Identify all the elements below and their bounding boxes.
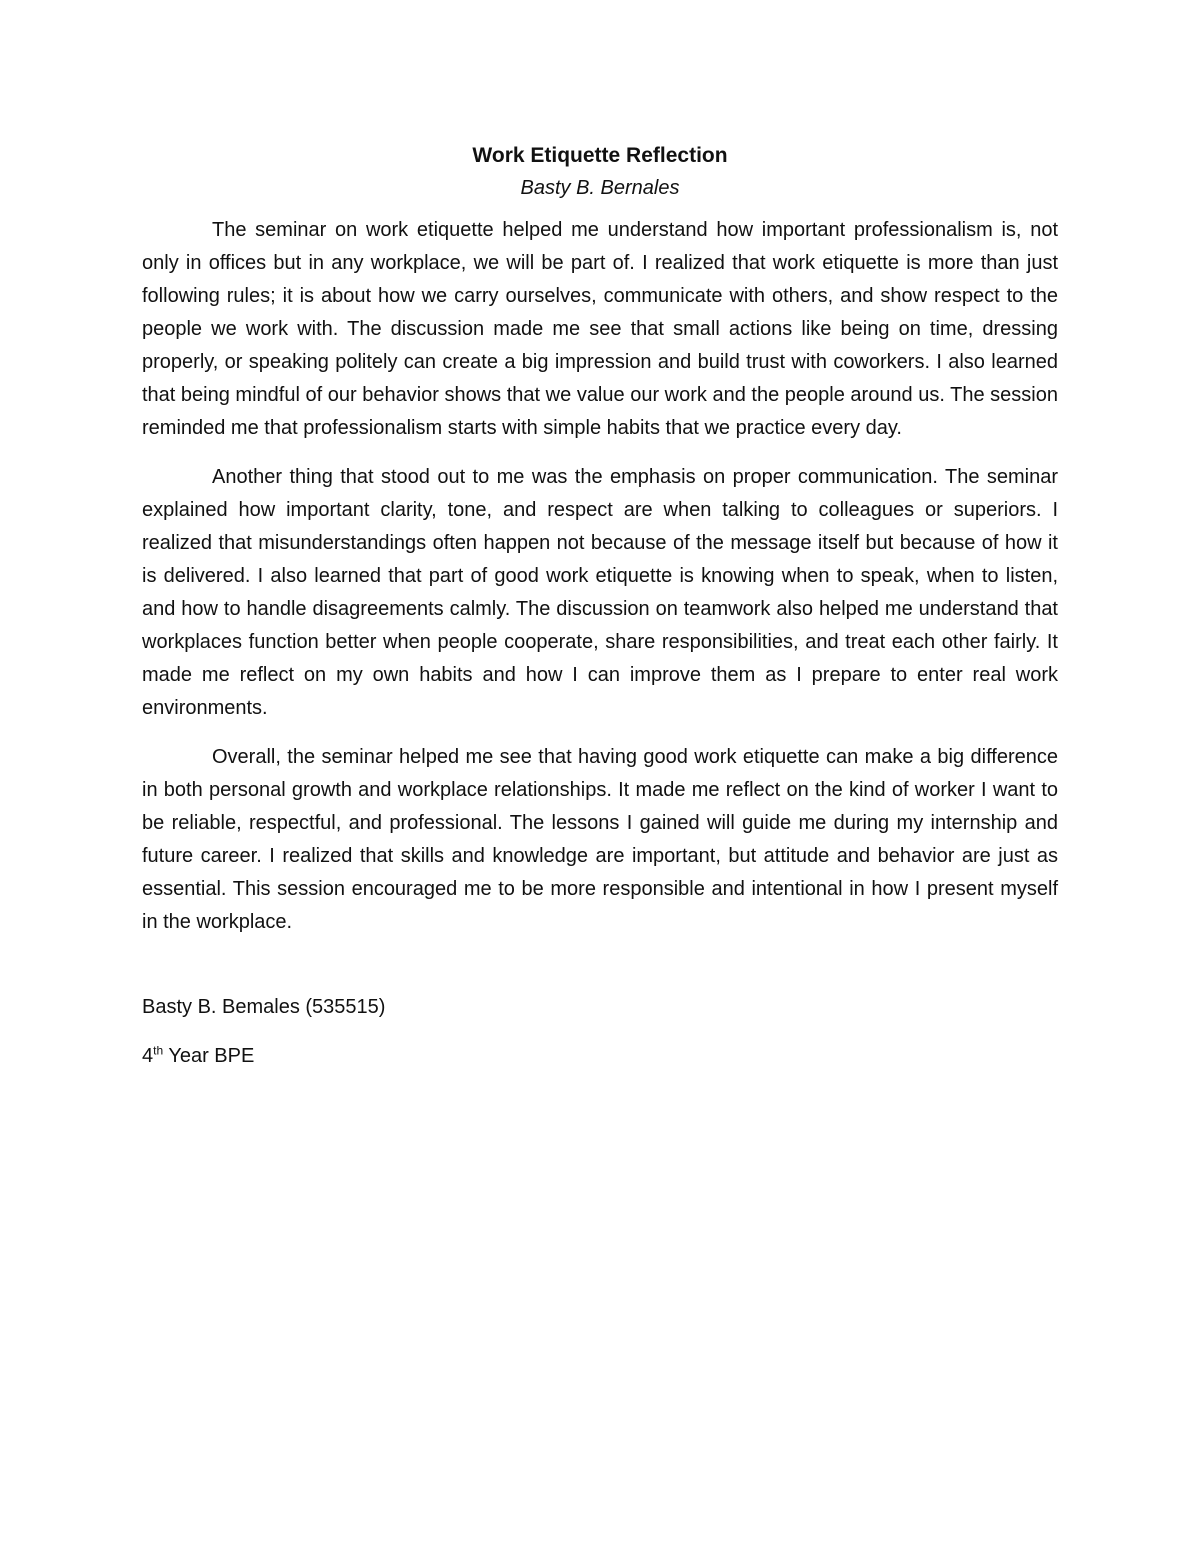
paragraph-1: The seminar on work etiquette helped me understand how important professionalism is, not only in offices but in any workplace, we will be part of. I realized that work etiquette is more than just following rules; it is about how we carry ourselves, communicate with others, and show respect to the people we work with. The discussion made me see that small actions like being on time, dressing properly, or speaking politely can create a big impression and build trust with coworkers. I also learned that being mindful of our behavior shows that we value our work and the people around us. The session reminded me that professionalism starts with simple habits that we practice every day.	[142, 219, 1058, 439]
signature-year	[142, 1040, 1058, 1073]
paragraph-3: Overall, the seminar helped me see that having good work etiquette can make a big difference in both personal growth and workplace relationships. It made me reflect on the kind of worker I want to be reliable, respectful, and professional. The lessons I gained will guide me during my internship and future career. I realized that skills and knowledge are important, but attitude and behavior are just as essential. This session encouraged me to be more responsible and intentional in how I present myself in the workplace.	[142, 746, 1058, 933]
paragraph-2: Another thing that stood out to me was the emphasis on proper communication. The seminar explained how important clarity, tone, and respect are when talking to colleagues or superiors. I realized that misunderstandings often happen not because of the message itself but because of how it is delivered. I also learned that part of good work etiquette is knowing when to speak, when to listen, and how to handle disagreements calmly. The discussion on teamwork also helped me understand that workplaces function better when people cooperate, share responsibilities, and treat each other fairly. It made me reflect on my own habits and how I can improve them as I prepare to enter real work environments.	[142, 466, 1058, 719]
signature-block	[142, 991, 1058, 1073]
year-suffix: th	[153, 1043, 164, 1058]
document-title: Work Etiquette Reflection	[472, 144, 728, 167]
year-rest: Year BPE	[163, 1045, 255, 1067]
document-author: Basty B. Bernales	[520, 177, 680, 199]
signature-name: Basty B. Bemales (535515)	[142, 996, 386, 1018]
document-body	[142, 140, 1058, 1089]
year-number: 4	[142, 1045, 154, 1067]
